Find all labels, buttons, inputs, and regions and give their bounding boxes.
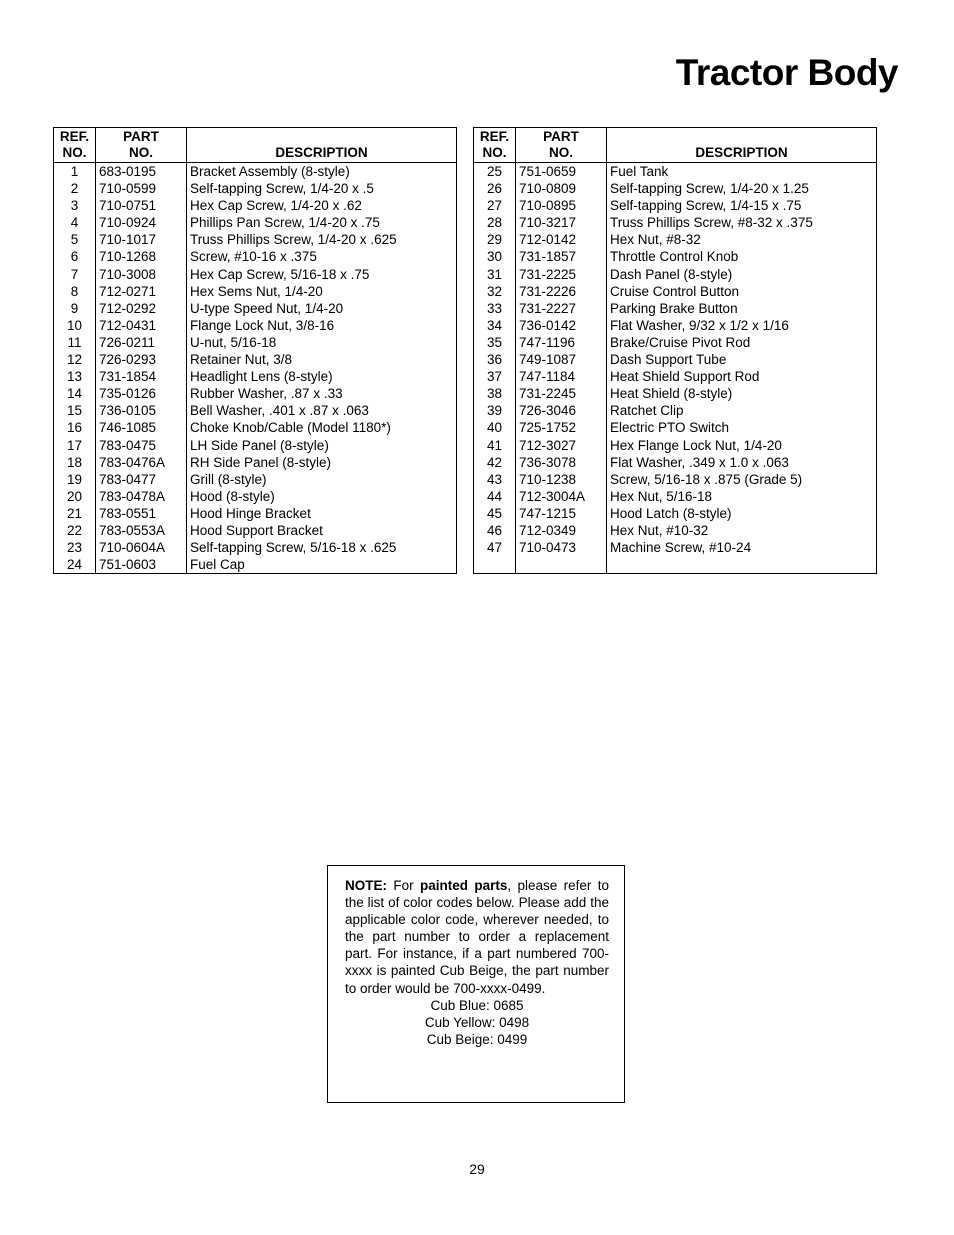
ref-number: 25 bbox=[474, 163, 516, 181]
ref-number: 11 bbox=[54, 334, 96, 351]
ref-number: 8 bbox=[54, 283, 96, 300]
part-description: Flat Washer, 9/32 x 1/2 x 1/16 bbox=[610, 317, 789, 333]
ref-number: 32 bbox=[474, 283, 516, 300]
table-row bbox=[54, 231, 457, 248]
part-description: Hex Flange Lock Nut, 1/4-20 bbox=[610, 437, 782, 453]
ref-number: 24 bbox=[54, 556, 96, 574]
ref-number: 26 bbox=[474, 180, 516, 197]
table-row bbox=[474, 471, 877, 488]
table-row bbox=[474, 248, 877, 265]
part-number: 751-0603 bbox=[96, 556, 187, 574]
description-header: DESCRIPTION bbox=[607, 128, 877, 163]
ref-number: 22 bbox=[54, 522, 96, 539]
ref-number: 20 bbox=[54, 488, 96, 505]
part-description: Hood Hinge Bracket bbox=[190, 505, 311, 521]
part-description: Phillips Pan Screw, 1/4-20 x .75 bbox=[190, 215, 380, 231]
ref-number: 30 bbox=[474, 248, 516, 265]
table-row bbox=[474, 180, 877, 197]
part-description: Flat Washer, .349 x 1.0 x .063 bbox=[610, 454, 789, 470]
page-title: Tractor Body bbox=[675, 52, 898, 93]
ref-number: 13 bbox=[54, 368, 96, 385]
part-description: Parking Brake Button bbox=[610, 300, 738, 316]
table-row bbox=[474, 351, 877, 368]
part-no-header: PART NO. bbox=[96, 128, 187, 163]
part-number: 710-3008 bbox=[96, 266, 187, 283]
part-description: Hex Nut, 5/16-18 bbox=[610, 488, 713, 504]
part-number: 710-0599 bbox=[96, 180, 187, 197]
part-description: Hex Nut, #10-32 bbox=[610, 522, 709, 538]
table-row bbox=[474, 488, 877, 505]
ref-number: 4 bbox=[54, 214, 96, 231]
table-row bbox=[54, 248, 457, 265]
table-row bbox=[474, 437, 877, 454]
table-row bbox=[474, 402, 877, 419]
table-row bbox=[474, 214, 877, 231]
part-number: 726-0293 bbox=[96, 351, 187, 368]
table-row bbox=[54, 317, 457, 334]
part-number: 783-0553A bbox=[96, 522, 187, 539]
part-number: 783-0476A bbox=[96, 454, 187, 471]
part-number: 783-0475 bbox=[96, 437, 187, 454]
part-description: Ratchet Clip bbox=[610, 403, 684, 419]
table-row bbox=[474, 385, 877, 402]
part-description: Self-tapping Screw, 1/4-20 x .5 bbox=[190, 181, 374, 197]
part-number: 710-0895 bbox=[516, 197, 607, 214]
table-row bbox=[474, 197, 877, 214]
ref-number: 1 bbox=[54, 163, 96, 181]
table-row bbox=[54, 368, 457, 385]
ref-number: 45 bbox=[474, 505, 516, 522]
table-row bbox=[474, 163, 877, 181]
part-description: Screw, #10-16 x .375 bbox=[190, 249, 317, 265]
table-row bbox=[54, 163, 457, 181]
part-number: 747-1196 bbox=[516, 334, 607, 351]
part-description: Dash Panel (8-style) bbox=[610, 266, 733, 282]
table-row bbox=[474, 334, 877, 351]
ref-number: 19 bbox=[54, 471, 96, 488]
ref-number: 47 bbox=[474, 539, 516, 556]
part-description: Hex Cap Screw, 5/16-18 x .75 bbox=[190, 266, 370, 282]
ref-no-header: REF. NO. bbox=[54, 128, 96, 163]
part-number: 747-1215 bbox=[516, 505, 607, 522]
part-description: Machine Screw, #10-24 bbox=[610, 540, 752, 556]
part-description: RH Side Panel (8-style) bbox=[190, 454, 332, 470]
table-row bbox=[474, 317, 877, 334]
ref-number: 9 bbox=[54, 300, 96, 317]
ref-number: 27 bbox=[474, 197, 516, 214]
ref-number: 3 bbox=[54, 197, 96, 214]
ref-number: 5 bbox=[54, 231, 96, 248]
table-row bbox=[54, 556, 457, 574]
part-description: Retainer Nut, 3/8 bbox=[190, 352, 293, 368]
ref-number: 12 bbox=[54, 351, 96, 368]
part-number: 712-0271 bbox=[96, 283, 187, 300]
table-row bbox=[474, 454, 877, 471]
ref-number: 29 bbox=[474, 231, 516, 248]
part-description: Dash Support Tube bbox=[610, 352, 727, 368]
part-number: 783-0477 bbox=[96, 471, 187, 488]
part-description: Hex Nut, #8-32 bbox=[610, 232, 701, 248]
ref-number: 14 bbox=[54, 385, 96, 402]
part-description: Bell Washer, .401 x .87 x .063 bbox=[190, 403, 369, 419]
table-row bbox=[54, 522, 457, 539]
ref-number: 38 bbox=[474, 385, 516, 402]
part-description: Choke Knob/Cable (Model 1180*) bbox=[190, 420, 391, 436]
ref-number: 28 bbox=[474, 214, 516, 231]
ref-number: 10 bbox=[54, 317, 96, 334]
part-description: Screw, 5/16-18 x .875 (Grade 5) bbox=[610, 471, 803, 487]
part-number: 726-3046 bbox=[516, 402, 607, 419]
table-row bbox=[54, 385, 457, 402]
part-number: 710-3217 bbox=[516, 214, 607, 231]
part-number: 736-0142 bbox=[516, 317, 607, 334]
color-code-list bbox=[345, 997, 609, 1048]
part-description: Cruise Control Button bbox=[610, 283, 740, 299]
table-row-empty bbox=[474, 556, 877, 574]
table-header-row bbox=[54, 128, 457, 163]
table-row bbox=[54, 283, 457, 300]
part-number: 731-2226 bbox=[516, 283, 607, 300]
part-number: 712-3027 bbox=[516, 437, 607, 454]
table-header-row bbox=[474, 128, 877, 163]
ref-number: 34 bbox=[474, 317, 516, 334]
table-row bbox=[474, 283, 877, 300]
part-description: Self-tapping Screw, 5/16-18 x .625 bbox=[190, 540, 397, 556]
note-emphasis: painted parts bbox=[419, 878, 508, 893]
part-description: Brake/Cruise Pivot Rod bbox=[610, 334, 751, 350]
part-description: Heat Shield Support Rod bbox=[610, 369, 760, 385]
part-number: 712-0142 bbox=[516, 231, 607, 248]
part-number: 735-0126 bbox=[96, 385, 187, 402]
ref-number: 18 bbox=[54, 454, 96, 471]
part-number: 746-1085 bbox=[96, 419, 187, 436]
part-description: Bracket Assembly (8-style) bbox=[190, 164, 350, 179]
table-row bbox=[54, 539, 457, 556]
part-number: 710-1238 bbox=[516, 471, 607, 488]
part-description: Throttle Control Knob bbox=[610, 249, 739, 265]
ref-number: 40 bbox=[474, 419, 516, 436]
table-row bbox=[54, 437, 457, 454]
parts-table-left bbox=[53, 127, 457, 574]
table-row bbox=[54, 334, 457, 351]
table-row bbox=[54, 214, 457, 231]
table-row bbox=[474, 300, 877, 317]
part-number: 710-0473 bbox=[516, 539, 607, 556]
part-description: Self-tapping Screw, 1/4-20 x 1.25 bbox=[610, 181, 809, 197]
ref-number: 37 bbox=[474, 368, 516, 385]
color-code: Cub Blue: 0685 bbox=[430, 997, 524, 1013]
ref-number: 44 bbox=[474, 488, 516, 505]
part-number: 736-0105 bbox=[96, 402, 187, 419]
part-description: Truss Phillips Screw, #8-32 x .375 bbox=[610, 215, 813, 231]
color-code: Cub Yellow: 0498 bbox=[424, 1014, 530, 1030]
part-number: 725-1752 bbox=[516, 419, 607, 436]
ref-number: 6 bbox=[54, 248, 96, 265]
part-description: Electric PTO Switch bbox=[610, 420, 730, 436]
table-row bbox=[474, 419, 877, 436]
painted-parts-note bbox=[327, 865, 625, 1103]
ref-number: 43 bbox=[474, 471, 516, 488]
part-number: 712-0349 bbox=[516, 522, 607, 539]
table-row bbox=[474, 505, 877, 522]
part-description: Hood Latch (8-style) bbox=[610, 505, 732, 521]
parts-table-left-body bbox=[54, 163, 457, 574]
table-row bbox=[54, 300, 457, 317]
part-number: 731-2225 bbox=[516, 266, 607, 283]
table-row bbox=[54, 351, 457, 368]
ref-no-header: REF. NO. bbox=[474, 128, 516, 163]
part-number: 712-0431 bbox=[96, 317, 187, 334]
table-row bbox=[54, 471, 457, 488]
ref-number: 7 bbox=[54, 266, 96, 283]
part-number: 710-1268 bbox=[96, 248, 187, 265]
table-row bbox=[474, 266, 877, 283]
ref-number: 15 bbox=[54, 402, 96, 419]
table-row bbox=[54, 180, 457, 197]
note-text: NOTE: For painted parts, please refer to the list of color codes below. Please add the applicable color code, wherever needed, to the part number to order a replacement part. For instance, if a part numbered 700-xxxx is painted Cub Beige, the part number to order would be 700-xxxx-0499. bbox=[345, 878, 609, 996]
part-number: 710-0809 bbox=[516, 180, 607, 197]
part-number: 751-0659 bbox=[516, 163, 607, 181]
part-number: 731-1854 bbox=[96, 368, 187, 385]
part-number: 710-0924 bbox=[96, 214, 187, 231]
part-description: Flange Lock Nut, 3/8-16 bbox=[190, 317, 335, 333]
part-description: Hex Sems Nut, 1/4-20 bbox=[190, 283, 323, 299]
table-row bbox=[474, 231, 877, 248]
part-number: 731-2245 bbox=[516, 385, 607, 402]
ref-number: 17 bbox=[54, 437, 96, 454]
part-description: Truss Phillips Screw, 1/4-20 x .625 bbox=[190, 232, 397, 248]
part-number: 710-1017 bbox=[96, 231, 187, 248]
table-row bbox=[54, 266, 457, 283]
note-label: NOTE: bbox=[345, 878, 387, 893]
part-description: U-type Speed Nut, 1/4-20 bbox=[190, 300, 344, 316]
ref-number: 33 bbox=[474, 300, 516, 317]
table-row bbox=[54, 488, 457, 505]
table-row bbox=[54, 419, 457, 436]
parts-table-right bbox=[473, 127, 877, 574]
part-number: 736-3078 bbox=[516, 454, 607, 471]
part-number: 710-0604A bbox=[96, 539, 187, 556]
ref-number: 31 bbox=[474, 266, 516, 283]
part-number: 783-0551 bbox=[96, 505, 187, 522]
ref-number: 36 bbox=[474, 351, 516, 368]
part-number: 726-0211 bbox=[96, 334, 187, 351]
part-description: LH Side Panel (8-style) bbox=[190, 437, 329, 453]
color-code: Cub Beige: 0499 bbox=[426, 1031, 528, 1047]
part-number: 712-0292 bbox=[96, 300, 187, 317]
part-description: Fuel Cap bbox=[190, 557, 245, 573]
page-number: 29 bbox=[469, 1161, 485, 1177]
description-header: DESCRIPTION bbox=[187, 128, 457, 163]
part-description: Hex Cap Screw, 1/4-20 x .62 bbox=[190, 198, 362, 214]
part-number: 749-1087 bbox=[516, 351, 607, 368]
part-description: Self-tapping Screw, 1/4-15 x .75 bbox=[610, 198, 802, 214]
part-number: 747-1184 bbox=[516, 368, 607, 385]
ref-number: 46 bbox=[474, 522, 516, 539]
part-description: U-nut, 5/16-18 bbox=[190, 334, 277, 350]
table-row bbox=[54, 402, 457, 419]
ref-number: 35 bbox=[474, 334, 516, 351]
table-row bbox=[474, 368, 877, 385]
ref-number: 42 bbox=[474, 454, 516, 471]
part-description: Fuel Tank bbox=[610, 164, 669, 179]
part-description: Headlight Lens (8-style) bbox=[190, 369, 333, 385]
part-description: Rubber Washer, .87 x .33 bbox=[190, 386, 343, 402]
ref-number: 41 bbox=[474, 437, 516, 454]
table-row bbox=[474, 539, 877, 556]
ref-number: 39 bbox=[474, 402, 516, 419]
table-row bbox=[54, 197, 457, 214]
ref-number: 16 bbox=[54, 419, 96, 436]
part-description: Hood (8-style) bbox=[190, 488, 275, 504]
table-row bbox=[474, 522, 877, 539]
part-number: 731-1857 bbox=[516, 248, 607, 265]
part-number: 683-0195 bbox=[96, 163, 187, 181]
part-number: 712-3004A bbox=[516, 488, 607, 505]
part-number: 783-0478A bbox=[96, 488, 187, 505]
part-no-header: PART NO. bbox=[516, 128, 607, 163]
part-number: 731-2227 bbox=[516, 300, 607, 317]
part-description: Hood Support Bracket bbox=[190, 522, 323, 538]
table-row bbox=[54, 505, 457, 522]
ref-number: 21 bbox=[54, 505, 96, 522]
ref-number: 23 bbox=[54, 539, 96, 556]
part-number: 710-0751 bbox=[96, 197, 187, 214]
table-row bbox=[54, 454, 457, 471]
ref-number: 2 bbox=[54, 180, 96, 197]
part-description: Grill (8-style) bbox=[190, 471, 267, 487]
parts-table-right-body bbox=[474, 163, 877, 574]
part-description: Heat Shield (8-style) bbox=[610, 386, 733, 402]
